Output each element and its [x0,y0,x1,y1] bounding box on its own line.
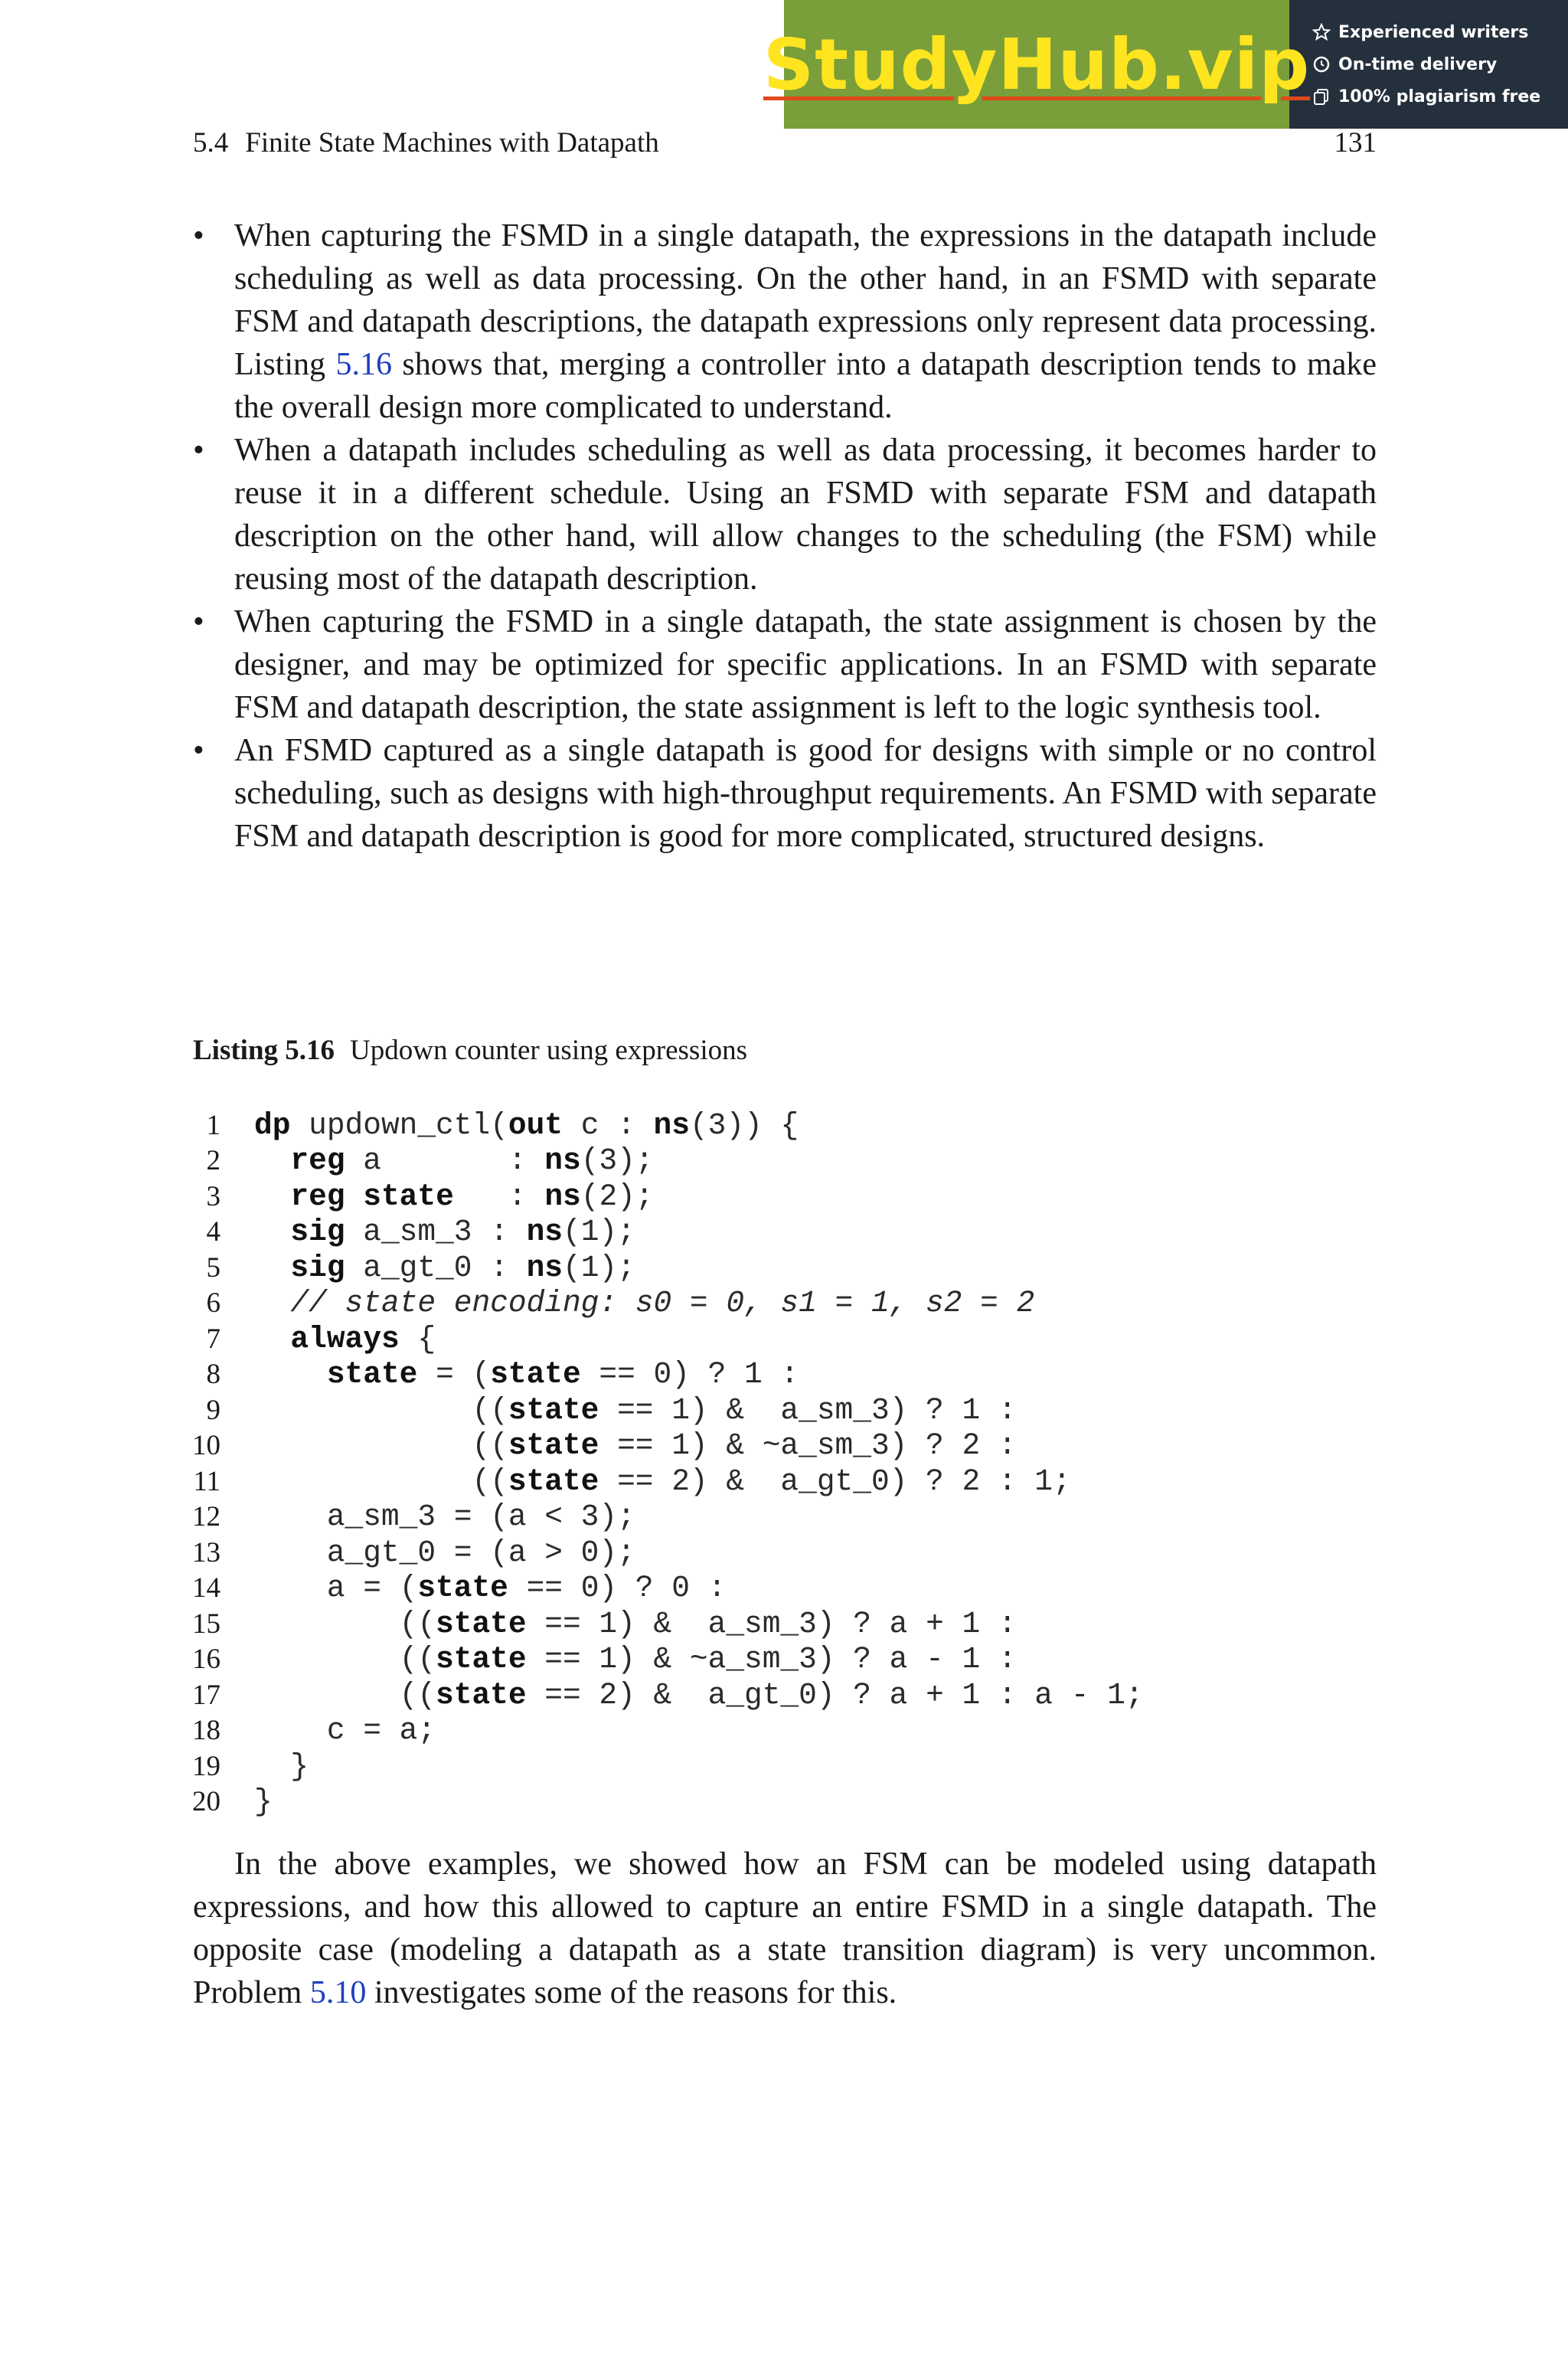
code-token: a_sm_3 = (a < 3); [254,1500,635,1535]
code-line [178,1535,1372,1571]
code-keyword: ns [544,1179,581,1214]
code-token [254,1179,290,1214]
feature-item [1312,16,1568,48]
line-number: 16 [192,1644,220,1676]
code-token [254,1286,290,1320]
code-comment: // state encoding: s0 = 0, s1 = 1, s2 = 2 [290,1286,1035,1321]
code-text [254,1500,635,1534]
star-icon [1312,23,1331,41]
code-keyword: reg [290,1143,345,1179]
copy-icon [1312,87,1331,106]
code-token [254,1251,290,1285]
listing-label: Listing 5.16 [193,1035,335,1066]
code-line [178,1571,1372,1607]
code-token: (( [254,1677,436,1712]
code-token: (2); [580,1179,654,1214]
code-token [254,1322,290,1356]
code-line [178,1713,1372,1749]
line-number: 13 [192,1536,220,1568]
code-text [254,1215,635,1249]
code-text [254,1108,799,1143]
section-heading [193,126,659,159]
code-token: == 1) & a_sm_3) ? a + 1 : [526,1606,1017,1641]
code-token: : [453,1179,545,1214]
code-token: == 0) ? 1 : [580,1357,799,1392]
code-keyword: ns [653,1107,690,1143]
code-keyword: state [508,1464,599,1499]
listing-title: Updown counter using expressions [350,1035,748,1066]
code-token: == 1) & ~a_sm_3) ? a - 1 : [526,1642,1017,1677]
code-token: (( [254,1428,508,1464]
code-token: == 2) & a_gt_0) ? a + 1 : a - 1; [526,1677,1144,1712]
brand-logo: StudyHub.vip [763,23,1311,106]
code-token: { [399,1321,436,1356]
code-token: == 0) ? 0 : [508,1571,727,1606]
code-keyword: state [417,1571,508,1606]
line-number: 11 [193,1465,220,1497]
clock-icon [1312,55,1331,74]
running-header [193,126,1377,159]
brand-panel [763,0,1311,129]
line-number: 7 [206,1323,220,1355]
code-keyword: state [436,1606,527,1641]
code-token: a_gt_0 = (a > 0); [254,1535,635,1570]
bullet-item: • An FSMD captured as a single datapath is good for designs with simple or no control scheduling, such as designs with high-throughput requirements. An FSMD with separate FSM and datapath description is good for more complicated, structured designs. [193,729,1377,858]
code-token: == 1) & a_sm_3) ? 1 : [599,1392,1017,1428]
code-token: a_gt_0 : [345,1250,527,1285]
code-text [254,1536,635,1570]
code-keyword: state [508,1392,599,1428]
code-line [178,1143,1372,1179]
bullet-text: shows that, merging a controller into a datapath description tends to make the overall design more complicated to understand. [234,347,1377,425]
code-keyword: state [436,1642,527,1677]
code-line [178,1321,1372,1357]
code-text [254,1179,654,1214]
code-token: (( [254,1606,436,1641]
code-text [254,1322,436,1356]
code-line [178,1392,1372,1428]
line-number: 14 [192,1572,220,1604]
line-number: 19 [192,1750,220,1782]
code-line [178,1464,1372,1500]
code-line [178,1107,1372,1143]
code-text [254,1464,1071,1499]
feature-text: On-time delivery [1338,54,1498,74]
line-number: 6 [206,1287,220,1320]
code-text [254,1784,273,1819]
code-token: (( [254,1392,508,1428]
code-line [178,1357,1372,1393]
code-line [178,1250,1372,1286]
code-token: = ( [417,1357,491,1392]
problem-reference-link[interactable]: 5.10 [309,1975,367,2010]
code-token: (3)) { [689,1107,799,1143]
code-keyword: state [436,1677,527,1712]
code-keyword: dp [254,1107,291,1143]
code-text [254,1642,1017,1676]
feature-text: Experienced writers [1338,22,1529,42]
code-token: updown_ctl( [290,1107,508,1143]
bullet-item: • When capturing the FSMD in a single datapath, the state assignment is chosen by the designer, and may be optimized for specific applications. In an FSMD with separate FSM and datapath description, the state assignment is left to the logic synthesis tool. [193,600,1377,729]
code-keyword: always [290,1321,400,1356]
code-keyword: state [508,1428,599,1464]
code-token: (1); [563,1250,635,1285]
code-token [254,1143,290,1178]
code-listing [178,1107,1372,1820]
bullet-text: When capturing the FSMD in a single datapath, the expressions in the datapath include scheduling as well as data processing. On the other hand, in an FSMD with separate FSM and datapath descriptions, the datapath expressions only represent data processing. Listing [234,218,1377,382]
code-token [345,1179,364,1214]
code-text [254,1393,1017,1428]
section-title: Finite State Machines with Datapath [245,127,659,159]
code-text [254,1749,309,1784]
code-token: c = a; [254,1713,436,1748]
code-text [254,1571,726,1605]
feature-text: 100% plagiarism free [1338,87,1541,106]
body-paragraph [193,1843,1377,2014]
code-token: (( [254,1642,436,1677]
code-line [178,1428,1372,1464]
code-keyword: sig [290,1250,345,1285]
code-keyword: state [490,1357,581,1392]
line-number: 20 [192,1786,220,1818]
code-text [254,1607,1017,1641]
code-line [178,1642,1372,1678]
code-text [254,1143,654,1178]
code-token: == 1) & ~a_sm_3) ? 2 : [599,1428,1017,1464]
listing-reference-link[interactable]: 5.16 [335,347,392,382]
code-keyword: ns [544,1143,581,1179]
code-keyword: ns [526,1215,564,1250]
paragraph-text: In the above examples, we showed how an FSM can be modeled using datapath expressions, and how this allowed to capture an entire FSMD in a single datapath. The opposite case (modeling a datapath as a state transition diagram) is very uncommon. Problem [193,1846,1377,2010]
code-token: } [254,1748,309,1784]
code-token: (3); [580,1143,654,1179]
page-number: 131 [1334,127,1377,159]
feature-item [1312,80,1568,113]
code-token: a_sm_3 : [345,1215,527,1250]
code-line [178,1784,1372,1820]
code-token: } [254,1784,273,1820]
code-text [254,1251,635,1285]
code-line [178,1606,1372,1642]
code-keyword: ns [526,1250,564,1285]
line-number: 12 [192,1501,220,1533]
line-number: 15 [192,1608,220,1640]
listing-caption [193,1034,747,1067]
feature-item [1312,48,1568,80]
code-line [178,1500,1372,1536]
code-token: (( [254,1464,508,1499]
code-text [254,1357,799,1392]
code-keyword: out [508,1107,563,1143]
line-number: 2 [206,1145,220,1177]
section-number: 5.4 [193,127,229,159]
line-number: 5 [206,1251,220,1284]
code-token: a = ( [254,1571,418,1606]
code-line [178,1286,1372,1322]
code-token [254,1357,327,1392]
code-text [254,1713,436,1748]
bullet-item: • When a datapath includes scheduling as well as data processing, it becomes harder to reuse it in a different schedule. Using an FSMD with separate FSM and datapath description on the other hand, will allow changes to the scheduling (the FSM) while reusing most of the datapath description. [193,429,1377,600]
code-text [254,1286,1034,1320]
code-line [178,1179,1372,1215]
line-number: 4 [206,1216,220,1248]
code-keyword: sig [290,1215,345,1250]
code-keyword: state [326,1357,418,1392]
line-number: 8 [206,1359,220,1391]
code-token: c : [563,1107,654,1143]
line-number: 9 [206,1394,220,1426]
code-token: (1); [563,1215,635,1250]
code-keyword: state [363,1179,454,1214]
feature-list [1289,0,1568,129]
code-text [254,1678,1144,1712]
line-number: 3 [206,1180,220,1212]
ad-banner[interactable] [763,0,1568,129]
code-token: == 2) & a_gt_0) ? 2 : 1; [599,1464,1071,1499]
line-number: 17 [192,1679,220,1711]
line-number: 18 [192,1715,220,1747]
line-number: 10 [192,1430,220,1462]
line-number: 1 [206,1109,220,1141]
bullet-item [193,214,1377,429]
code-text [254,1428,1017,1463]
paragraph-text: investigates some of the reasons for this. [366,1975,897,2010]
bullet-list [193,214,1377,858]
code-line [178,1677,1372,1713]
code-token: a : [345,1143,545,1179]
code-token [254,1215,290,1249]
code-line [178,1215,1372,1251]
code-keyword: reg [290,1179,345,1214]
code-line [178,1748,1372,1784]
